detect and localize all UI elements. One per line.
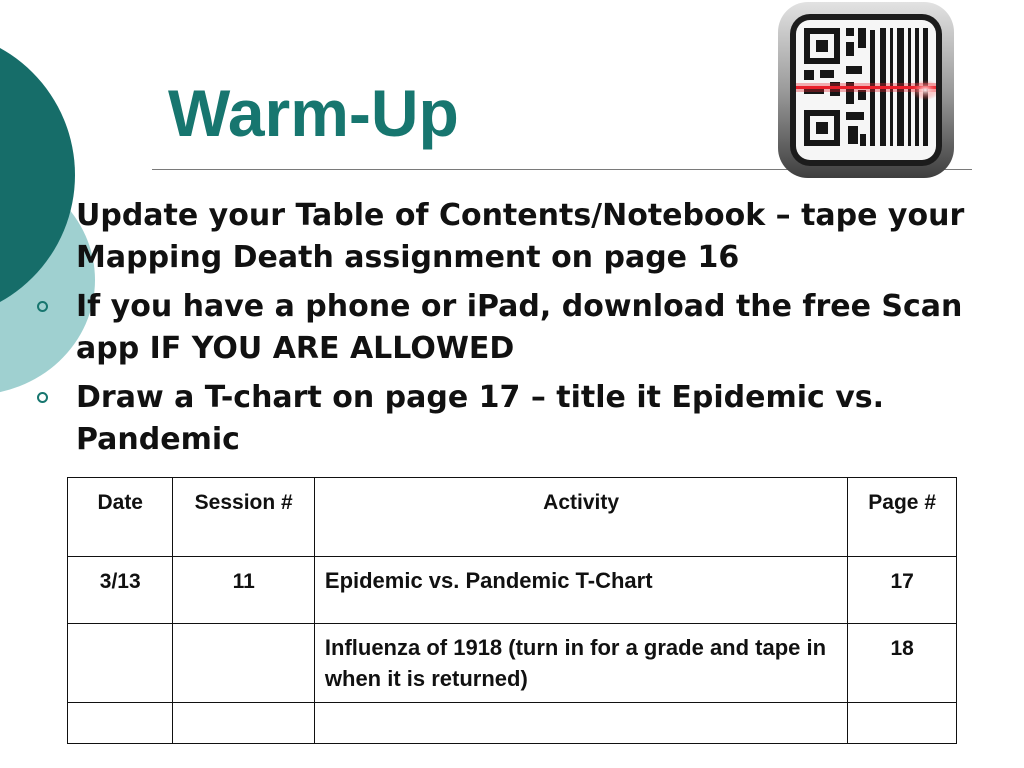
bullet-item	[0, 195, 1024, 279]
cell-activity: Influenza of 1918 (turn in for a grade and tape in when it is returned)	[314, 624, 847, 703]
cell-date	[68, 624, 173, 703]
bullet-marker-icon	[37, 392, 48, 403]
bullet-item	[0, 286, 1024, 370]
header-page: Page #	[848, 478, 957, 557]
table-header-row	[68, 478, 957, 557]
bullet-list	[0, 195, 1024, 468]
cell-date: 3/13	[68, 557, 173, 624]
cell-activity: Epidemic vs. Pandemic T-Chart	[314, 557, 847, 624]
bullet-marker-icon	[37, 301, 48, 312]
bullet-item	[0, 377, 1024, 461]
header-date: Date	[68, 478, 173, 557]
cell-page: 17	[848, 557, 957, 624]
qr-scanner-app-icon	[776, 0, 956, 180]
bullet-text: Draw a T-chart on page 17 – title it Epidemic vs. Pandemic	[76, 380, 885, 457]
table-row	[68, 624, 957, 703]
cell-activity	[314, 703, 847, 744]
cell-session	[173, 703, 314, 744]
cell-page	[848, 703, 957, 744]
cell-session	[173, 624, 314, 703]
bullet-text: If you have a phone or iPad, download the free Scan app IF YOU ARE ALLOWED	[76, 289, 963, 366]
table-row	[68, 703, 957, 744]
table-row	[68, 557, 957, 624]
cell-page: 18	[848, 624, 957, 703]
header-session: Session #	[173, 478, 314, 557]
table-of-contents	[67, 477, 957, 744]
header-activity: Activity	[314, 478, 847, 557]
bullet-text: Update your Table of Contents/Notebook – tape your Mapping Death assignment on page 16	[76, 198, 965, 275]
cell-session: 11	[173, 557, 314, 624]
cell-date	[68, 703, 173, 744]
slide-title: Warm-Up	[168, 76, 459, 150]
